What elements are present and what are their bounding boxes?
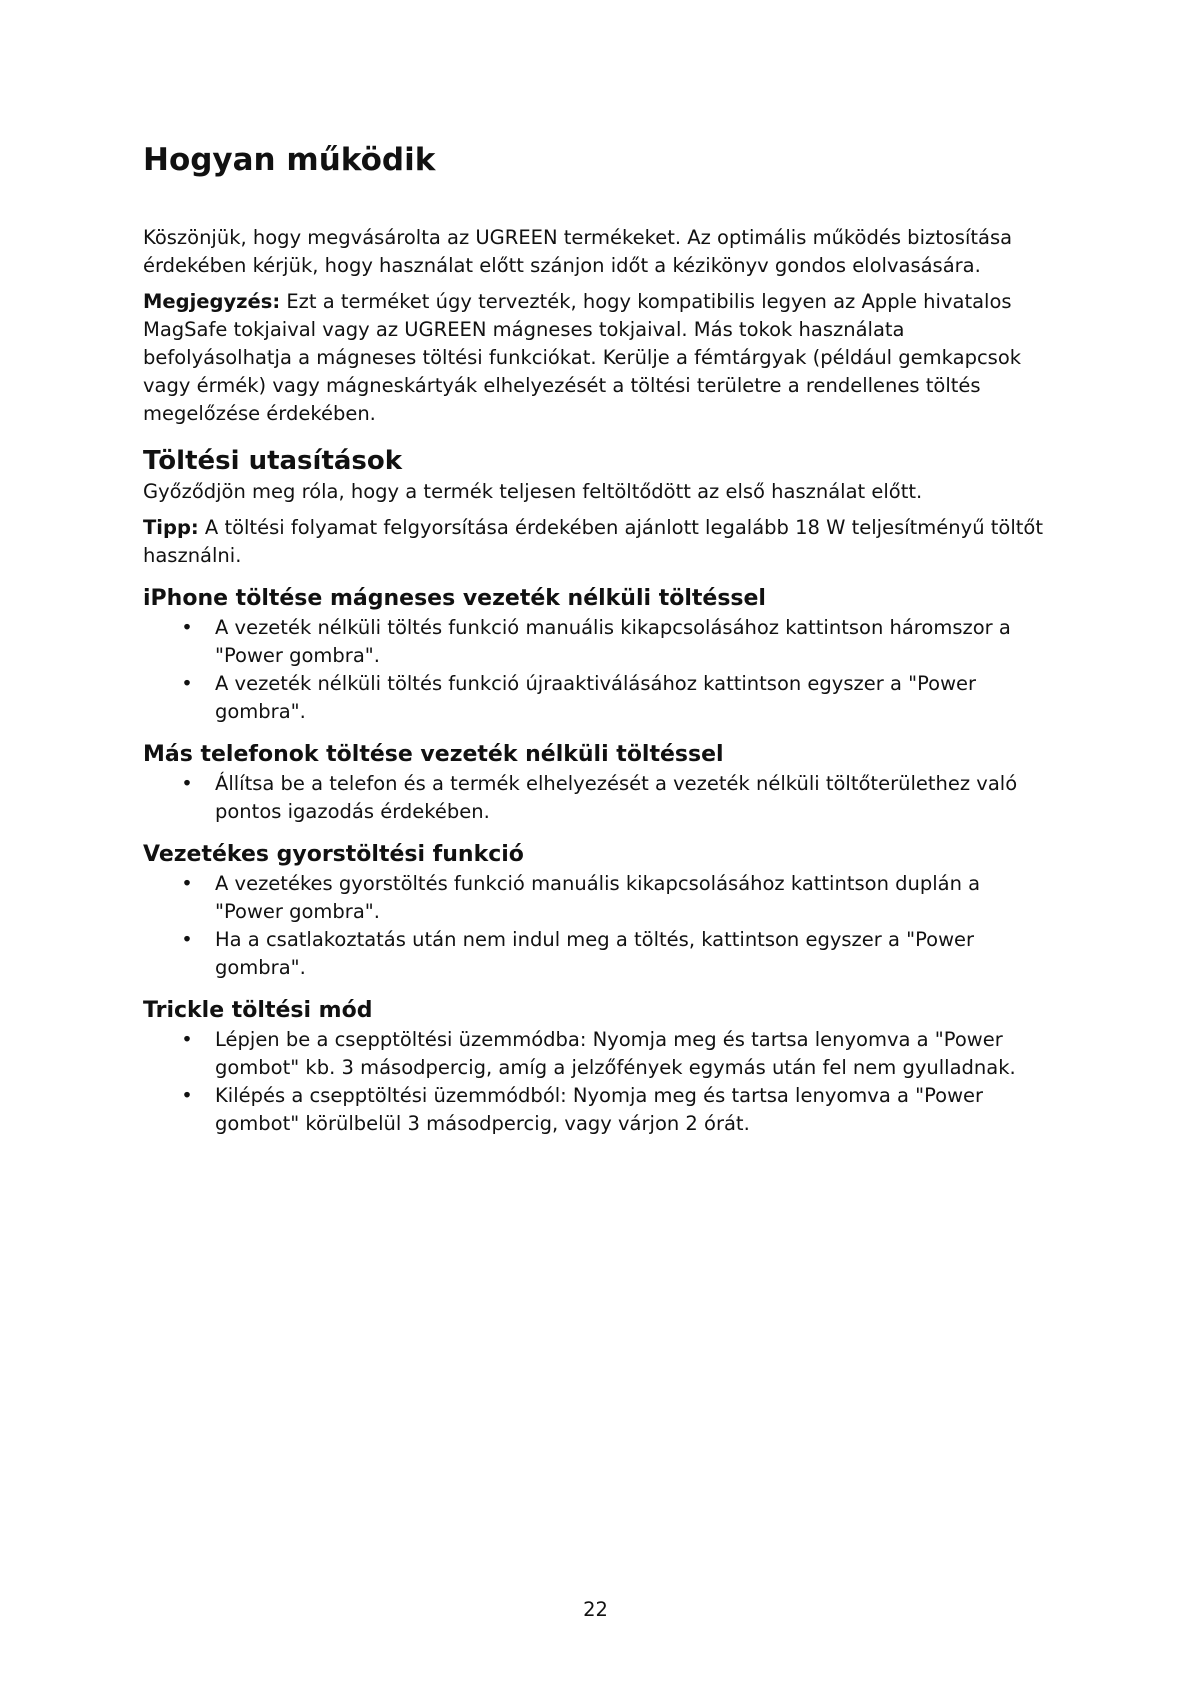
bullet-list-iphone [143, 614, 1053, 726]
intro-paragraph: Köszönjük, hogy megvásárolta az UGREEN termékeket. Az optimális működés biztosítása érdekében kérjük, hogy használat előtt szánjon időt a kézikönyv gondos elolvasására. [143, 226, 1013, 277]
bullet-list-other-phones [143, 770, 1053, 826]
section-heading-wired-fast: Vezetékes gyorstöltési funkció [143, 842, 524, 867]
charging-heading: Töltési utasítások [143, 446, 403, 476]
bullet-icon: • [181, 1028, 193, 1051]
tip-paragraph [143, 514, 1053, 570]
bullet-icon: • [181, 1084, 193, 1107]
bullet-icon: • [181, 872, 193, 895]
list-item [143, 770, 1053, 826]
list-item [143, 670, 1053, 726]
tip-text: A töltési folyamat felgyorsítása érdekében ajánlott legalább 18 W teljesítményű töltőt használni. [143, 516, 1043, 567]
list-item [143, 870, 1053, 926]
list-item [143, 1082, 1053, 1138]
list-item-text: Lépjen be a csepptöltési üzemmódba: Nyomja meg és tartsa lenyomva a "Power gombot" kb. 3 másodpercig, amíg a jelzőfények egymás után fel nem gyulladnak. [215, 1028, 1016, 1079]
list-item-text: Kilépés a csepptöltési üzemmódból: Nyomja meg és tartsa lenyomva a "Power gombot" körülbelül 3 másodpercig, vagy várjon 2 órát. [215, 1084, 984, 1135]
bullet-icon: • [181, 616, 193, 639]
bullet-icon: • [181, 672, 193, 695]
list-item [143, 926, 1053, 982]
page-number: 22 [583, 1598, 608, 1621]
list-item-text: A vezeték nélküli töltés funkció újraaktiválásához kattintson egyszer a "Power gombra". [215, 672, 977, 723]
list-item-text: A vezeték nélküli töltés funkció manuális kikapcsolásához kattintson háromszor a "Power gombra". [215, 616, 1011, 667]
bullet-list-wired-fast [143, 870, 1053, 982]
bullet-list-trickle [143, 1026, 1053, 1138]
tip-label: Tipp: [143, 516, 199, 539]
list-item-text: Állítsa be a telefon és a termék elhelyezését a vezeték nélküli töltőterülethez való pontos igazodás érdekében. [215, 772, 1018, 823]
charging-text: Győződjön meg róla, hogy a termék teljesen feltöltődött az első használat előtt. [143, 480, 923, 503]
note-paragraph [143, 288, 1053, 428]
page-title: Hogyan működik [143, 142, 436, 178]
list-item [143, 614, 1053, 670]
note-text: Ezt a terméket úgy tervezték, hogy kompatibilis legyen az Apple hivatalos MagSafe tokjaival vagy az UGREEN mágneses tokjaival. Más tokok használata befolyásolhatja a mágneses töltési funkciókat. Kerülje a fémtárgyak (például gemkapcsok vagy érmék) vagy mágneskártyák elhelyezését a töltési területre a rendellenes töltés megelőzése érdekében. [143, 290, 1022, 425]
content-body [143, 224, 1053, 1138]
list-item [143, 1026, 1053, 1082]
section-heading-trickle: Trickle töltési mód [143, 998, 373, 1023]
note-label: Megjegyzés: [143, 290, 281, 313]
section-heading-other-phones: Más telefonok töltése vezeték nélküli töltéssel [143, 742, 724, 767]
section-heading-iphone: iPhone töltése mágneses vezeték nélküli töltéssel [143, 586, 766, 611]
list-item-text: A vezetékes gyorstöltés funkció manuális kikapcsolásához kattintson duplán a "Power gombra". [215, 872, 981, 923]
list-item-text: Ha a csatlakoztatás után nem indul meg a töltés, kattintson egyszer a "Power gombra". [215, 928, 975, 979]
bullet-icon: • [181, 928, 193, 951]
bullet-icon: • [181, 772, 193, 795]
